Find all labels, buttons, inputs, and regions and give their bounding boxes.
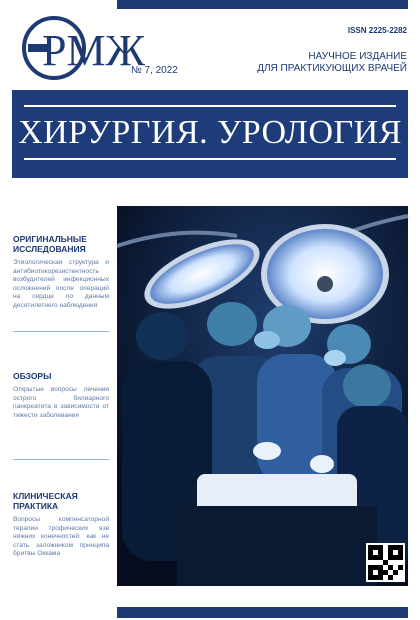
section-teaser: Этиологическая структура и антибиотикорезистентность возбудителей инфекционных осложнений после операций на сердце по данным десятилетнего наблюдения [13,259,109,309]
section-title [13,371,109,381]
section-reviews [13,371,109,420]
surgeons-operating-room-photo [117,206,408,586]
publication-type [257,51,407,75]
journal-logo [20,15,146,83]
issn: ISSN 2225-2282 [347,26,407,35]
banner-title: ХИРУРГИЯ. УРОЛОГИЯ [18,114,402,151]
logo-text: РМЖ [42,26,146,75]
qr-code-icon [366,543,405,582]
bottom-accent-bar [117,607,408,618]
section-divider [13,459,109,460]
title-banner [12,90,408,178]
publication-type-line1: НАУЧНОЕ ИЗДАНИЕ [308,51,407,62]
section-title-line2: ПРАКТИКА [13,501,59,511]
section-original-research [13,234,109,310]
issue-number: № 7, 2022 [131,65,178,76]
section-title [13,234,109,254]
banner-rule-top [24,105,396,107]
section-title-line1: ОБЗОРЫ [13,371,52,381]
section-clinical-practice [13,491,109,559]
banner-rule-bottom [24,158,396,160]
section-title-line1: ОРИГИНАЛЬНЫЕ [13,234,87,244]
publication-type-line2: ДЛЯ ПРАКТИКУЮЩИХ ВРАЧЕЙ [257,63,407,74]
section-teaser: Открытые вопросы лечения острого билиарного панкреатита в зависимости от тяжести заболевания [13,386,109,419]
section-teaser: Вопросы компенсаторной терапии трофических язв нижних конечностей: как не стать заложником принципа бритвы Оккама [13,516,109,557]
section-title-line2: ИССЛЕДОВАНИЯ [13,244,86,254]
top-accent-bar [117,0,408,9]
section-divider [13,331,109,332]
section-title [13,491,109,511]
section-title-line1: КЛИНИЧЕСКАЯ [13,491,78,501]
